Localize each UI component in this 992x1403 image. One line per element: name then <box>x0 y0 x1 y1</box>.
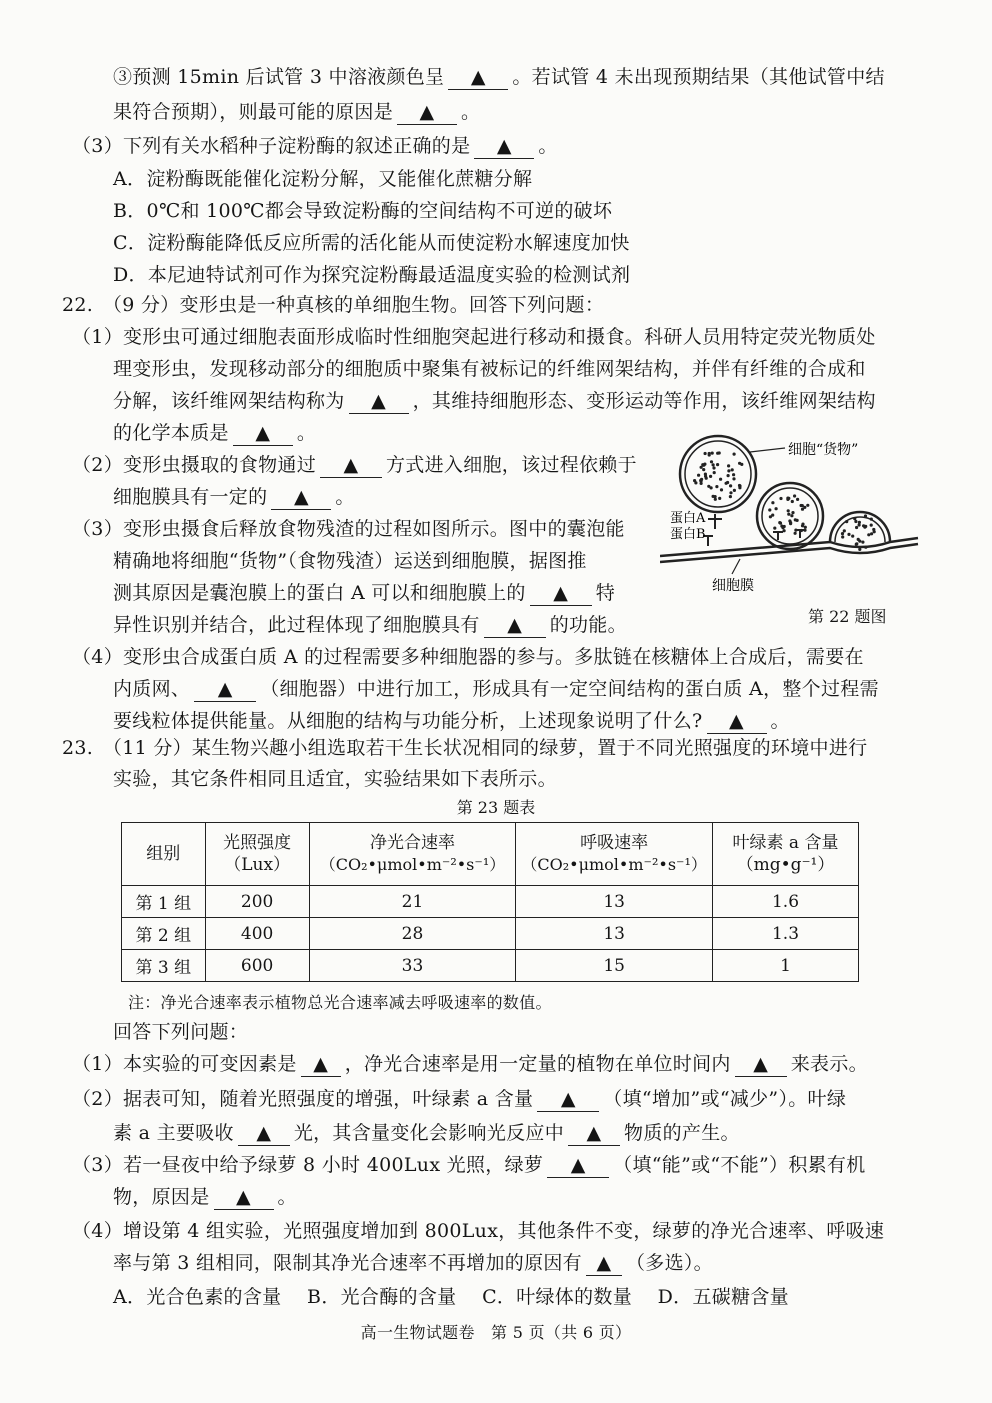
q22-1-line4: 的化学本质是 ▲ 。 <box>113 422 317 444</box>
answer-blank[interactable]: ▲ <box>586 1251 622 1276</box>
cargo-dot <box>793 494 796 497</box>
q22-3-line4: 异性识别并结合，此过程体现了细胞膜具有 ▲ 的功能。 <box>113 614 627 636</box>
q23-4-line2: 率与第 3 组相同，限制其净光合速率不再增加的原因有 ▲ （多选）。 <box>113 1252 713 1274</box>
cargo-dot <box>711 452 714 455</box>
table-header-row <box>122 823 859 886</box>
q22-2-line1: （2）变形虫摄取的食物通过 ▲ 方式进入细胞，该过程依赖于 <box>72 454 637 476</box>
cargo-dot <box>769 515 772 518</box>
cargo-dot <box>768 508 771 511</box>
cell: 33 <box>309 950 516 982</box>
question-23-line1: 23. （11 分）某生物兴趣小组选取若干生长状况相同的绿萝，置于不同光照强度的环境中进行 <box>62 737 868 759</box>
cargo-dot <box>712 466 715 469</box>
cargo-dot <box>713 471 716 474</box>
cargo-dot <box>786 497 789 500</box>
cargo-dot <box>725 482 728 485</box>
q22-1-line3: 分解，该纤维网架结构称为 ▲ ，其维持细胞形态、变形运动等作用，该纤维网架结构 <box>113 390 876 412</box>
cargo-dot <box>800 504 803 507</box>
cell: 13 <box>516 918 713 950</box>
cargo-dot <box>791 511 794 514</box>
cargo-dot <box>847 533 850 536</box>
cargo-dot <box>719 478 722 481</box>
answer-blank[interactable]: ▲ <box>448 65 508 90</box>
q22-4-line2: 内质网、 ▲ （细胞器）中进行加工，形成具有一定空间结构的蛋白质 A，整个过程需 <box>113 678 879 700</box>
cell: 1.6 <box>713 886 859 918</box>
cargo-dot <box>732 477 735 480</box>
cargo-dot <box>864 514 867 517</box>
q23-1: （1）本实验的可变因素是 ▲ ，净光合速率是用一定量的植物在单位时间内 ▲ 来表示。 <box>72 1053 868 1075</box>
cargo-dot <box>720 488 723 491</box>
header-group: 组别 <box>122 823 206 886</box>
answer-blank[interactable]: ▲ <box>707 709 767 734</box>
cell: 15 <box>516 950 713 982</box>
header-chlorophyll: 叶绿素 a 含量 （mg•g⁻¹） <box>713 823 859 886</box>
q23-4-options: A．光合色素的含量 B．光合酶的含量 C．叶绿体的数量 D．五碳糖含量 <box>113 1286 789 1308</box>
cargo-dot <box>709 475 712 478</box>
cargo-dot <box>771 501 774 504</box>
page-footer: 高一生物试题卷 第 5 页（共 6 页） <box>360 1323 632 1342</box>
cargo-dot <box>715 485 718 488</box>
cargo-dot <box>712 463 715 466</box>
cargo-dot <box>708 452 711 455</box>
cargo-dot <box>864 525 867 528</box>
q23-2-line2: 素 a 主要吸收 ▲ 光，其含量变化会影响光反应中 ▲ 物质的产生。 <box>113 1122 740 1144</box>
q22-1-line1: （1）变形虫可通过细胞表面形成临时性细胞突起进行移动和摄食。科研人员用特定荧光物质处 <box>72 326 876 348</box>
cell: 21 <box>309 886 516 918</box>
cell: 1 <box>713 950 859 982</box>
cargo-dot <box>738 486 741 489</box>
cargo-dot <box>851 535 854 538</box>
cargo-dot <box>870 532 873 535</box>
vesicle-medium <box>757 483 823 549</box>
q23-2-line1: （2）据表可知，随着光照强度的增强，叶绿素 a 含量 ▲ （填“增加”或“减少”）。叶绿 <box>72 1088 847 1110</box>
cargo-dot <box>794 532 797 535</box>
data-table <box>121 822 859 982</box>
option-b: B．0℃和 100℃都会导致淀粉酶的空间结构不可逆的破坏 <box>113 200 613 222</box>
cargo-dot <box>791 500 794 503</box>
cargo-dot <box>841 532 844 535</box>
cargo-dot <box>700 478 703 481</box>
answer-blank[interactable]: ▲ <box>238 1121 290 1146</box>
question-22-title: 22. （9 分）变形虫是一种真核的单细胞生物。回答下列问题： <box>62 294 605 316</box>
cargo-dot <box>716 452 719 455</box>
figure-caption: 第 22 题图 <box>808 607 887 626</box>
cell: 第 2 组 <box>122 918 206 950</box>
cargo-dot <box>704 452 707 455</box>
answer-blank[interactable]: ▲ <box>484 613 546 638</box>
cargo-dot <box>727 474 730 477</box>
cargo-dot <box>697 474 700 477</box>
option-a: A．淀粉酶既能催化淀粉分解，又能催化蔗糖分解 <box>113 168 533 190</box>
label-membrane: 细胞膜 <box>712 578 754 594</box>
cargo-dot <box>718 497 721 500</box>
cargo-dot <box>716 463 719 466</box>
cargo-dot <box>729 484 732 487</box>
cargo-dot <box>779 497 782 500</box>
cargo-dot <box>729 491 732 494</box>
cargo-dot <box>804 526 807 529</box>
q22-4-line3: 要线粒体提供能量。从细胞的结构与功能分析，上述现象说明了什么? ▲ 。 <box>113 710 790 732</box>
option-c: C．淀粉酶能降低反应所需的活化能从而使淀粉水解速度加快 <box>113 232 630 254</box>
cell: 第 1 组 <box>122 886 206 918</box>
cargo-dot <box>853 517 856 520</box>
answer-blank[interactable]: ▲ <box>530 581 592 606</box>
table-row <box>122 886 859 918</box>
cargo-dot <box>787 509 790 512</box>
table-note: 注：净光合速率表示植物总光合速率减去呼吸速率的数值。 <box>128 993 552 1012</box>
cargo-dot <box>790 514 793 517</box>
cargo-dot <box>731 468 734 471</box>
option-d: D．本尼迪特试剂可作为探究淀粉酶最适温度实验的检测试剂 <box>113 264 631 286</box>
cargo-dot <box>796 498 799 501</box>
cargo-dot <box>872 528 875 531</box>
cargo-dot <box>870 524 873 527</box>
cell: 第 3 组 <box>122 950 206 982</box>
cargo-dot <box>803 506 806 509</box>
q22-4-line1: （4）变形虫合成蛋白质 A 的过程需要多种细胞器的参与。多肽链在核糖体上合成后，需要在 <box>72 646 864 668</box>
cargo-dot <box>727 469 730 472</box>
cell: 13 <box>516 886 713 918</box>
cell: 400 <box>205 918 309 950</box>
cell: 1.3 <box>713 918 859 950</box>
cargo-dot <box>841 535 844 538</box>
cargo-dot <box>710 486 713 489</box>
q22-3-line1: （3）变形虫摄食后释放食物残渣的过程如图所示。图中的囊泡能 <box>72 518 625 540</box>
cargo-dot <box>693 479 696 482</box>
cargo-dot <box>738 462 741 465</box>
cargo-dot <box>861 541 864 544</box>
cell: 200 <box>205 886 309 918</box>
cargo-dot <box>801 524 804 527</box>
q22-1-line2: 理变形虫，发现移动部分的细胞质中聚集有被标记的纤维网架结构，并伴有纤维的合成和 <box>113 358 866 380</box>
answer-blank[interactable]: ▲ <box>349 389 409 414</box>
q23-3-line2: 物，原因是 ▲ 。 <box>113 1186 297 1208</box>
line-q21-sub3: （3）下列有关水稻种子淀粉酶的叙述正确的是 ▲ 。 <box>72 135 558 157</box>
cargo-dot <box>702 468 705 471</box>
line-q21-3-cont: 果符合预期），则最可能的原因是 ▲ 。 <box>113 101 481 123</box>
label-protein-b: 蛋白B <box>670 527 706 542</box>
answer-blank[interactable]: ▲ <box>537 1087 599 1112</box>
answer-blank[interactable]: ▲ <box>214 1185 274 1210</box>
cargo-dot <box>779 522 782 525</box>
q23-4-line1: （4）增设第 4 组实验，光照强度增加到 800Lux，其他条件不变，绿萝的净光合速率、呼吸速 <box>72 1220 885 1242</box>
answer-blank[interactable]: ▲ <box>568 1121 620 1146</box>
answer-blank[interactable]: ▲ <box>320 453 382 478</box>
cargo-dot <box>789 522 792 525</box>
cargo-dot <box>858 523 861 526</box>
cargo-dot <box>806 504 809 507</box>
answer-prompt: 回答下列问题： <box>113 1021 249 1043</box>
header-resp-rate: 呼吸速率 （CO₂•μmol•m⁻²•s⁻¹） <box>516 823 713 886</box>
cargo-dot <box>794 518 797 521</box>
q22-3-line3: 测其原因是囊泡膜上的蛋白 A 可以和细胞膜上的 ▲ 特 <box>113 582 616 604</box>
cargo-dot <box>773 527 776 530</box>
cargo-dot <box>867 533 870 536</box>
table-row <box>122 918 859 950</box>
cargo-dot <box>704 475 707 478</box>
answer-blank[interactable]: ▲ <box>271 485 331 510</box>
q23-3-line1: （3）若一昼夜中给予绿萝 8 小时 400Lux 光照，绿萝 ▲ （填“能”或“不能”）积累有机 <box>72 1154 866 1176</box>
cargo-dot <box>732 473 735 476</box>
answer-blank[interactable]: ▲ <box>474 134 534 159</box>
cargo-dot <box>854 520 857 523</box>
line-q21-3: ③预测 15min 后试管 3 中溶液颜色呈 ▲ 。若试管 4 未出现预期结果（其他试管中结 <box>113 66 885 88</box>
q22-2-line2: 细胞膜具有一定的 ▲ 。 <box>113 486 355 508</box>
cell: 600 <box>205 950 309 982</box>
cargo-dot <box>857 538 860 541</box>
cargo-dot <box>780 525 783 528</box>
table-caption: 第 23 题表 <box>456 798 536 817</box>
cargo-dot <box>855 542 858 545</box>
cargo-dot <box>710 460 713 463</box>
cargo-dot <box>845 520 848 523</box>
cargo-dot <box>733 453 736 456</box>
cargo-dot <box>858 548 861 551</box>
cargo-dot <box>701 463 704 466</box>
cargo-dot <box>855 526 858 529</box>
answer-blank[interactable]: ▲ <box>194 677 256 702</box>
cargo-dot <box>870 518 873 521</box>
cargo-dot <box>729 495 732 498</box>
cell: 28 <box>309 918 516 950</box>
label-protein-a: 蛋白A <box>670 511 706 526</box>
cargo-dot <box>733 489 736 492</box>
cargo-dot <box>787 513 790 516</box>
question-23-line2: 实验，其它条件相同且适宜，实验结果如下表所示。 <box>113 768 557 790</box>
cargo-dot <box>727 464 730 467</box>
header-light: 光照强度 （Lux） <box>205 823 309 886</box>
label-cargo: 细胞“货物” <box>788 442 859 458</box>
header-net-rate: 净光合速率 （CO₂•μmol•m⁻²•s⁻¹） <box>309 823 516 886</box>
answer-blank[interactable]: ▲ <box>397 100 457 125</box>
cargo-dot <box>775 507 778 510</box>
answer-blank[interactable]: ▲ <box>735 1052 787 1077</box>
answer-blank[interactable]: ▲ <box>547 1153 609 1178</box>
answer-blank[interactable]: ▲ <box>233 421 293 446</box>
cargo-dot <box>714 498 717 501</box>
cargo-dot <box>843 529 846 532</box>
q22-3-line2: 精确地将细胞“货物”（食物残渣）运送到细胞膜，据图推 <box>113 550 587 572</box>
answer-blank[interactable]: ▲ <box>301 1052 341 1077</box>
table-row <box>122 950 859 982</box>
